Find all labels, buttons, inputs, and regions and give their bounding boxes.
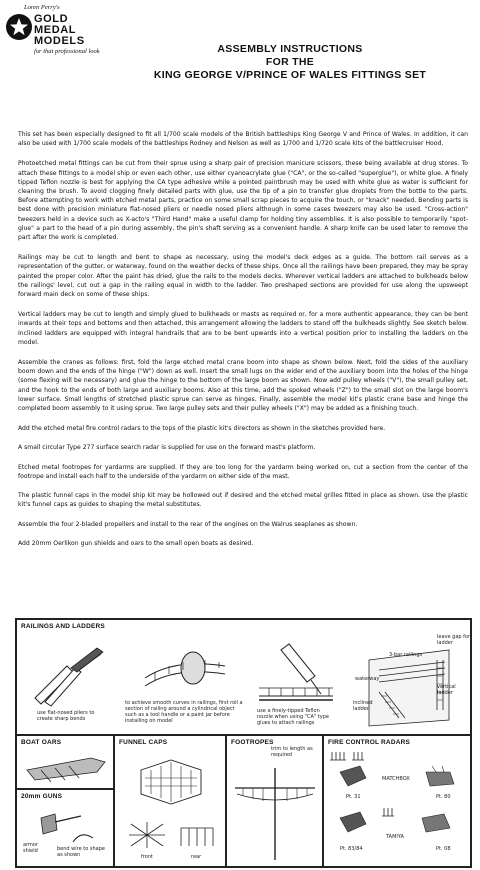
page-subtitle-for: FOR THE	[265, 56, 315, 68]
tamiya-label: TAMIYA	[386, 834, 404, 840]
paragraph-propellers: Assemble the four 2-bladed propellers and install to the rear of the engines on the Walrus seaplanes as shown.	[18, 520, 358, 528]
leave-gap-label: leave gap for ladder	[437, 634, 471, 646]
matchbox-label: MATCHBOX	[382, 776, 410, 782]
oerlikon-cell	[16, 789, 114, 867]
boat-oars-title: BOAT OARS	[21, 739, 62, 746]
pt08-label: Pt. 08	[436, 846, 451, 852]
brand-line-2: MEDAL	[34, 24, 77, 36]
paragraph-ladders: Vertical ladders may be cut to length and simply glued to bulkheads or masts as required or, for a more authentic appearance, they can be bent inwards at their tops and bottoms and then attached, this arrangement allowing the ladders to stand off the bulkheads slightly. See sketch below. Inclined ladders are equipped with integral handrails that are to be bent upwards into a vertical position prior to installing the ladders on the model.	[18, 311, 468, 346]
paragraph-intro: This set has been especially designed to fit all 1/700 scale models of the British battleships King George V and Prince of Wales. In addition, it can also be used with 1/700 scale models of the battleships Rodney and Nelson as well as 1/700 and 1/720 scale kits of the battlecruiser Hood.	[18, 131, 468, 148]
footrope-sketch	[229, 764, 321, 864]
three-bar-label: 3-bar railings	[389, 652, 423, 658]
railings-ladders-title: RAILINGS AND LADDERS	[21, 623, 105, 630]
star-icon	[9, 17, 29, 37]
star-emblem-icon	[6, 14, 32, 40]
logo-owner: Loren Perry's	[24, 4, 60, 11]
diagram-panel	[15, 618, 472, 868]
paragraph-funnel-caps: The plastic funnel caps in the model ship kit may be hollowed out if desired and the etched metal grilles fitted in place as shown. Use the plastic kit's funnel caps as guides to shaping the metal substitutes.	[18, 492, 468, 509]
paragraph-fire-control: Add the etched metal fire control radars to the tops of the plastic kit's directors as shown in the sketches provided here.	[18, 425, 386, 433]
pt31-label: Pt. 31	[346, 794, 361, 800]
paragraph-oerlikon: Add 20mm Oerlikon gun shields and oars to the small open boats as desired.	[18, 539, 254, 547]
rolling-caption: to achieve smooth curves in railings, first roll a section of railing around a cylindrical object such as a tool handle or a paint jar before installing on model	[125, 700, 243, 724]
fire-control-title: FIRE CONTROL RADARS	[328, 739, 411, 746]
vertical-ladder-label: vertical ladder	[437, 684, 456, 696]
boat-sketch	[21, 748, 111, 788]
paragraph-cranes: Assemble the cranes as follows: first, fold the large etched metal crane boom into shape as shown below. Next, fold the sides of the auxiliary boom down and the ends of the hinge ("W") down as well. Insert the small lugs on the wider end of the auxiliary boom into the holes of the hinge (some flexing will be necessary) and glue the hinge to the bottom of the large boom as shown. Now add pulley wheels ("V"), the small pulley set, and the hook to the ends of both large and auxiliary booms. Also at this time, add the spoked wheels ("Z") to the small slot on the large boom's lower surface. Small lengths of stretched plastic sprue can serve as hinges. Finally, assemble the model kit's plastic crane base and hinge the completed boom assembly to it using sprue. Two large pulley sets and their pulley wheels ("X") may be added as a finishing touch.	[18, 359, 468, 413]
paragraph-photoetch: Photoetched metal fittings can be cut from their sprue using a sharp pair of precision manicure scissors, these being available at drug stores. To attach these fittings to a model ship or even each other, use either cyanoacrylate glue ("CA", or the so-called "superglue"), or white glue. A finely tipped Teflon nozzle is best for applying the CA type adhesive while a pointed paintbrush may be used with white glue as water is sufficient for cleaning the brush. To avoid clogging finely detailed parts with glue, use the tip of a pin to transfer glue droplets from the bottle to the parts. Before attempting to work with etched metal parts, practice on some small scrap pieces to acquire the touch, or "knack" needed. Bending parts is best done with precision miniature flat-nosed pliers or needle nosed pliers although in some cases tweezers may also be used. "Cross-action" tweezers held in a device such as X-acto's "Third Hand" make a useful clamp for holding tiny assemblies. It is also possible to temporarily "spot-glue" a part to the head of a pin during assembly, the pin's shaft serving as a convenient handle. A sharp knife can be used later to remove the part after the work is completed.	[18, 160, 468, 242]
gold-medal-models-logo	[6, 4, 116, 64]
brand-line-1: GOLD	[34, 13, 69, 25]
instructions-body	[18, 130, 468, 558]
rolled-railing-sketch	[135, 648, 245, 698]
nozzle-caption: use a finely-tipped Teflon nozzle when using "CA" type glues to attach railings	[257, 708, 329, 726]
waterway-label: waterway	[355, 676, 380, 682]
funnel-cap-sketch	[121, 750, 221, 814]
pliers-caption: use flat-nosed pliers to create sharp bends	[37, 710, 95, 722]
funnel-caps-cell	[114, 735, 226, 867]
grille-rear-sketch	[177, 820, 217, 850]
page-subtitle-ship: KING GEORGE V/PRINCE OF WALES FITTINGS SET	[153, 69, 427, 81]
brand-line-3: MODELS	[34, 35, 85, 47]
funnel-caps-title: FUNNEL CAPS	[119, 739, 168, 746]
armor-shield-label: armor shield	[23, 842, 39, 854]
footropes-title: FOOTROPES	[231, 739, 274, 746]
paragraph-railings: Railings may be cut to length and bent to shape as necessary, using the model's deck edges as a guide. The bottom rail serves as a representation of the gutter, or waterway, found on the weather decks of these ships. Once all the railings have been prepared, they may be spray painted the proper color. After the paint has dried, glue the rails to the models decks. Wherever vertical ladders are attached to bulkheads below the railings' level, cut out a gap in the railing equal in width to the ladder. Two preshaped sections are provided for use along the upsweept forward main deck on some of these ships.	[18, 254, 469, 299]
fire-control-cell	[323, 735, 471, 867]
grille-front-sketch	[127, 820, 167, 850]
footropes-cell	[226, 735, 323, 867]
footropes-trim-label: trim to length as required	[271, 746, 313, 758]
paragraph-footropes: Etched metal footropes for yardarms are supplied. If they are too long for the yardarm being worked on, cut a section from the center of the footrope and install each half to the underside of the yardarm on either side of the mast.	[18, 463, 468, 480]
paragraph-radar: A small circular Type 277 surface search radar is supplied for use on the forward mast's platform.	[18, 444, 316, 452]
grille-rear-label: rear	[191, 854, 202, 860]
pt80-label: Pt. 80	[436, 794, 451, 800]
logo-brand	[34, 14, 85, 47]
pliers-sketch	[27, 638, 117, 708]
boat-oars-cell	[16, 735, 114, 789]
inclined-ladder-label: inclined ladder	[353, 700, 373, 712]
page-title: ASSEMBLY INSTRUCTIONS	[217, 43, 363, 55]
bend-wire-label: bend wire to shape as shown	[57, 846, 105, 858]
logo-tagline: for that professional look	[34, 48, 100, 55]
oerlikon-title: 20mm GUNS	[21, 793, 63, 800]
railings-ladders-cell	[16, 619, 471, 735]
glue-nozzle-sketch	[249, 638, 339, 708]
pt8384-label: Pt. 83/84	[340, 846, 363, 852]
grille-front-label: front	[141, 854, 153, 860]
